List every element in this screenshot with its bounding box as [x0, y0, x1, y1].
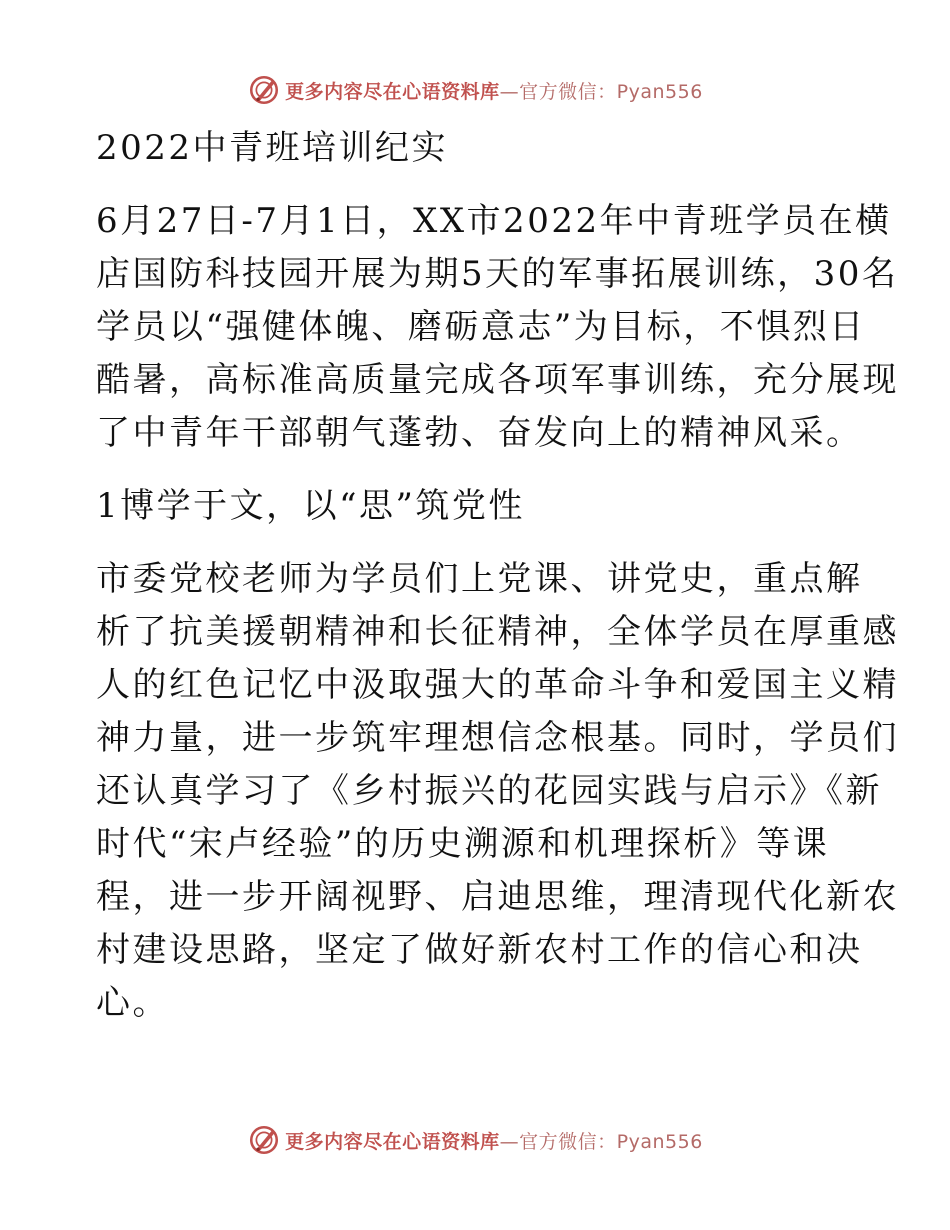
- header-watermark-banner: [0, 70, 950, 110]
- text-line: 时代“宋卢经验”的历史溯源和机理探析》等课: [96, 824, 830, 864]
- document-body: [96, 122, 899, 1030]
- banner-site-name: 更多内容尽在心语资料库: [285, 80, 500, 103]
- text-line: 市委党校老师为学员们上党课、讲党史，重点解: [96, 559, 863, 599]
- footer-watermark-banner: [0, 1120, 950, 1160]
- text-line: 了中青年干部朝气蓬勃、奋发向上的精神风采。: [96, 413, 863, 453]
- text-line: 还认真学习了《乡村振兴的花园实践与启示》《新: [96, 771, 882, 811]
- banner-site-name: 更多内容尽在心语资料库: [285, 1130, 500, 1153]
- pen-logo-icon: [247, 73, 281, 107]
- text-line: 心。: [96, 983, 169, 1023]
- section-heading: 1博学于文，以“思”筑党性: [96, 486, 525, 526]
- text-line: 学员以“强健体魄、磨砺意志”为目标，不惧烈日: [96, 307, 866, 347]
- paragraph-intro: [96, 195, 899, 460]
- banner-text: [285, 1127, 703, 1154]
- text-line: 人的红色记忆中汲取强大的革命斗争和爱国主义精: [96, 665, 899, 705]
- text-line: 6月27日-7月1日，XX市2022年中青班学员在横: [96, 201, 892, 241]
- document-title: 2022中青班培训纪实: [96, 128, 449, 168]
- text-line: 神力量，进一步筑牢理想信念根基。同时，学员们: [96, 718, 899, 758]
- text-line: 析了抗美援朝精神和长征精神，全体学员在厚重感: [96, 612, 899, 652]
- banner-contact: —官方微信：Pyan556: [499, 1130, 703, 1153]
- text-line: 店国防科技园开展为期5天的军事拓展训练，30名: [96, 254, 899, 294]
- pen-logo-icon: [247, 1123, 281, 1157]
- banner-text: [285, 77, 703, 104]
- text-line: 村建设思路，坚定了做好新农村工作的信心和决: [96, 930, 863, 970]
- text-line: 程，进一步开阔视野、启迪思维，理清现代化新农: [96, 877, 899, 917]
- paragraph-section1: [96, 553, 899, 1030]
- text-line: 酷暑，高标准高质量完成各项军事训练，充分展现: [96, 360, 899, 400]
- banner-contact: —官方微信：Pyan556: [499, 80, 703, 103]
